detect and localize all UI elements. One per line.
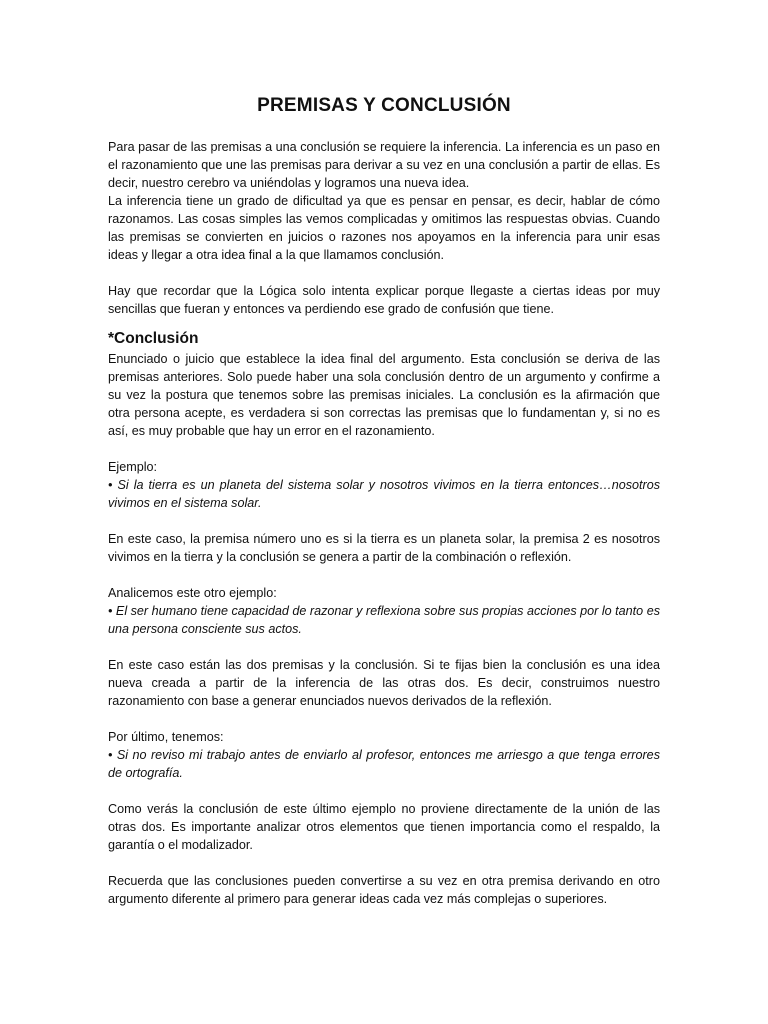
spacer xyxy=(108,782,660,800)
example-1-explanation: En este caso, la premisa número uno es si la tierra es un planeta solar, la premisa 2 es nosotros vivimos en la tierra y la conclusión se genera a partir de la combinación o reflexión. xyxy=(108,532,660,564)
document-title: PREMISAS Y CONCLUSIÓN xyxy=(257,95,511,116)
intro-paragraph-1: Para pasar de las premisas a una conclusión se requiere la inferencia. La inferencia es un paso en el razonamiento que une las premisas para derivar a su vez en una conclusión a partir de ellas. Es decir, nuestro cerebro va uniéndolas y logramos una nueva idea. xyxy=(108,140,660,190)
spacer xyxy=(108,440,660,458)
example-3-text: • Si no reviso mi trabajo antes de enviarlo al profesor, entonces me arriesgo a que tenga errores de ortografía. xyxy=(108,748,660,780)
example-1-text: • Si la tierra es un planeta del sistema solar y nosotros vivimos en la tierra entonces…nosotros vivimos en el sistema solar. xyxy=(108,478,660,510)
spacer xyxy=(108,638,660,656)
closing-paragraph: Recuerda que las conclusiones pueden convertirse a su vez en otra premisa derivando en otro argumento diferente al primero para generar ideas cada vez más complejas o superiores. xyxy=(108,874,660,906)
spacer xyxy=(108,566,660,584)
example-2-text: • El ser humano tiene capacidad de razonar y reflexiona sobre sus propias acciones por lo tanto es una persona consciente sus actos. xyxy=(108,604,660,636)
example-2-label: Analicemos este otro ejemplo: xyxy=(108,586,277,600)
spacer xyxy=(108,512,660,530)
spacer xyxy=(108,854,660,872)
example-1-label: Ejemplo: xyxy=(108,460,157,474)
section-heading-conclusion: *Conclusión xyxy=(108,330,199,347)
example-3-label: Por último, tenemos: xyxy=(108,730,224,744)
conclusion-definition: Enunciado o juicio que establece la idea final del argumento. Esta conclusión se deriva de las premisas anteriores. Solo puede haber una sola conclusión dentro de un argumento y confirme a su vez la postura que tenemos sobre las premisas iniciales. La conclusión es la afirmación que otra persona acepte, es verdadera si son correctas las premisas que lo fundamentan y, si no es así, es muy probable que hay un error en el razonamiento. xyxy=(108,352,660,438)
intro-paragraph-2: La inferencia tiene un grado de dificultad ya que es pensar en pensar, es decir, hablar de cómo razonamos. Las cosas simples las vemos complicadas y omitimos las respuestas obvias. Cuando las premisas se convierten en juicios o razones nos apoyamos en la inferencia para unir esas ideas y llegar a otra idea final a la que llamamos conclusión. xyxy=(108,194,660,262)
example-2-explanation: En este caso están las dos premisas y la conclusión. Si te fijas bien la conclusión es una idea nueva creada a partir de la inferencia de las otras dos. Es decir, construimos nuestro razonamiento con base a generar enunciados nuevos derivados de la reflexión. xyxy=(108,658,660,708)
intro-paragraph-3: Hay que recordar que la Lógica solo intenta explicar porque llegaste a ciertas ideas por muy sencillas que fueran y entonces va perdiendo ese grado de confusión que tiene. xyxy=(108,284,660,316)
spacer xyxy=(108,264,660,282)
example-3-explanation: Como verás la conclusión de este último ejemplo no proviene directamente de la unión de las otras dos. Es importante analizar otros elementos que tienen importancia como el respaldo, la garantía o el modalizador. xyxy=(108,802,660,852)
spacer xyxy=(108,710,660,728)
